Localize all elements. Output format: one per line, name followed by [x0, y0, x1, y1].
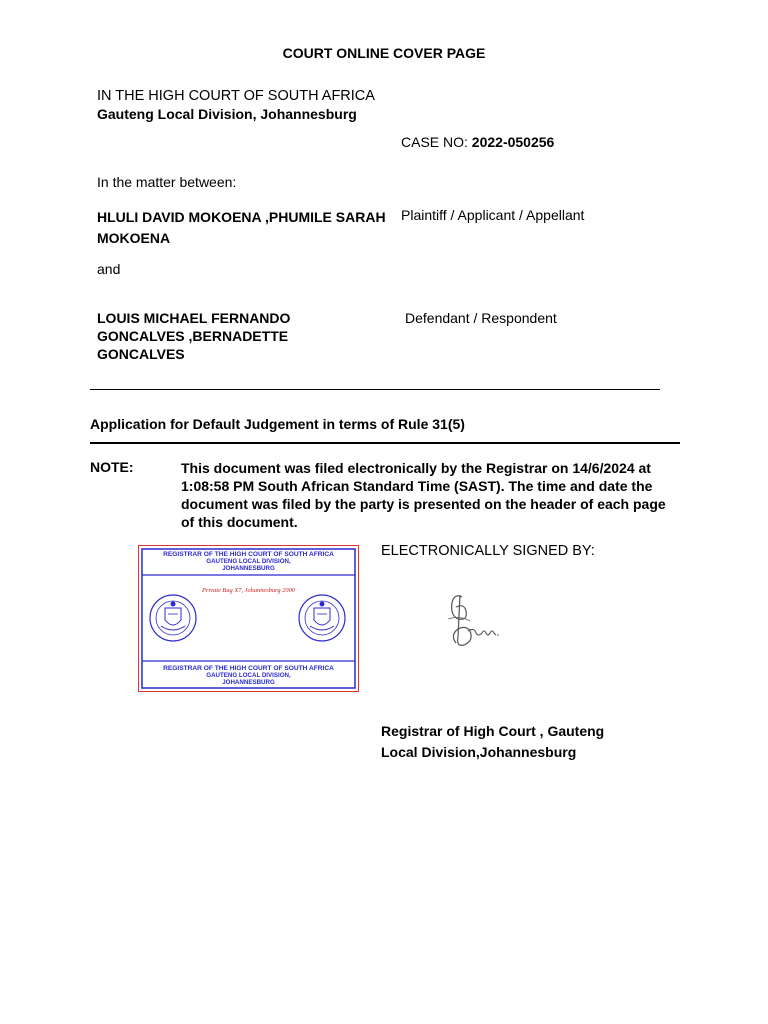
party-defendant: LOUIS MICHAEL FERNANDO GONCALVES ,BERNADETTE GONCALVES [97, 310, 291, 362]
court-name: IN THE HIGH COURT OF SOUTH AFRICA [97, 88, 375, 104]
stamp-bottom-line2: GAUTENG LOCAL DIVISION, [206, 672, 291, 679]
handwritten-signature [440, 585, 520, 655]
stamp-bottom-line3: JOHANNESBURG [222, 679, 275, 686]
case-number-value: 2022-050256 [471, 134, 555, 150]
registrar-signatory: Registrar of High Court , Gauteng Local Division,Johannesburg [381, 723, 605, 760]
registrar-stamp [138, 545, 359, 692]
matter-between-label: In the matter between: [97, 174, 237, 190]
and-separator: and [97, 261, 121, 277]
stamp-bottom-line1: REGISTRAR OF THE HIGH COURT OF SOUTH AFRICA [163, 665, 334, 672]
court-division: Gauteng Local Division, Johannesburg [97, 106, 357, 122]
party-plaintiff-role: Plaintiff / Applicant / Appellant [401, 207, 585, 223]
page-title: COURT ONLINE COVER PAGE [282, 45, 486, 61]
stamp-top-line1: REGISTRAR OF THE HIGH COURT OF SOUTH AFRICA [163, 551, 334, 558]
coat-of-arms-right-icon [299, 595, 345, 641]
stamp-top-line3: JOHANNESBURG [222, 565, 275, 572]
note-text: This document was filed electronically by the Registrar on 14/6/2024 at 1:08:58 PM South African Standard Time (SAST). The time and date the document was filed by the party is presented on the header of each page of this document. [181, 460, 666, 530]
case-number [401, 134, 554, 150]
note-label: NOTE: [90, 459, 134, 475]
stamp-address: Private Bag X7, Johannesburg 2000 [202, 587, 295, 594]
party-defendant-role: Defendant / Respondent [405, 310, 557, 326]
signed-by-label: ELECTRONICALLY SIGNED BY: [381, 543, 595, 559]
stamp-top-line2: GAUTENG LOCAL DIVISION, [206, 558, 291, 565]
party-plaintiff: HLULI DAVID MOKOENA ,PHUMILE SARAH MOKOENA [97, 209, 386, 246]
registrar-stamp-graphic [139, 546, 358, 691]
divider-thick [90, 442, 680, 444]
application-title: Application for Default Judgement in terms of Rule 31(5) [90, 416, 465, 432]
case-number-label: CASE NO: [401, 134, 472, 150]
coat-of-arms-left-icon [150, 595, 196, 641]
divider [90, 389, 660, 390]
